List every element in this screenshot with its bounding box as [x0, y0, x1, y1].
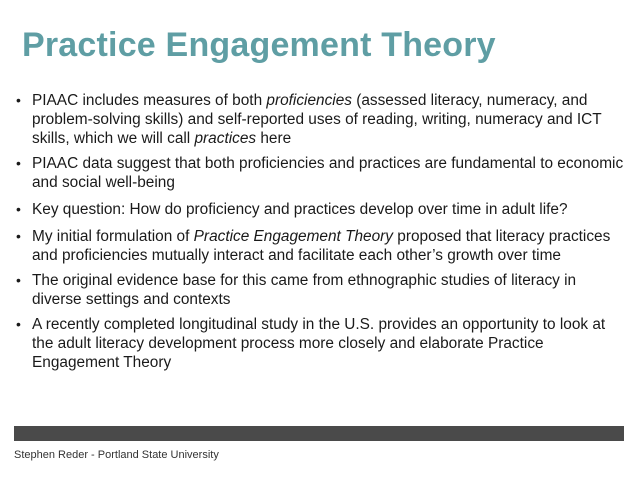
bullet-list [14, 91, 624, 378]
footer-credit: Stephen Reder - Portland State University [14, 449, 219, 461]
bullet-emphasis: Practice Engagement Theory [193, 228, 393, 245]
bullet-marker: • [16, 201, 21, 217]
bullet-item [14, 91, 624, 148]
bullet-text: proposed that literacy practices and proficiencies mutually interact and facilitate each other’s growth over time [32, 228, 611, 264]
bullet-text: A recently completed longitudinal study in the U.S. provides an opportunity to look at the adult literacy development process more closely and elaborate Practice Engagement Theory [32, 316, 606, 371]
bullet-text: here [256, 130, 292, 147]
bullet-marker: • [16, 316, 21, 332]
bullet-item [14, 227, 624, 265]
bullet-text: Key question: How do proficiency and practices develop over time in adult life? [32, 201, 568, 218]
bullet-marker: • [16, 92, 21, 108]
bullet-marker: • [16, 272, 21, 288]
bullet-item [14, 315, 624, 372]
bullet-text: The original evidence base for this came from ethnographic studies of literacy in diverse settings and contexts [32, 272, 577, 308]
bullet-item [14, 200, 624, 219]
bullet-marker: • [16, 155, 21, 171]
bullet-text: My initial formulation of [32, 228, 194, 245]
footer-bar [14, 426, 624, 441]
bullet-text: PIAAC includes measures of both [32, 92, 267, 109]
bullet-item [14, 154, 624, 192]
bullet-emphasis: proficiencies [266, 92, 352, 109]
slide-title: Practice Engagement Theory [22, 26, 496, 64]
bullet-emphasis: practices [194, 130, 257, 147]
bullet-marker: • [16, 228, 21, 244]
bullet-item [14, 271, 624, 309]
bullet-text: PIAAC data suggest that both proficiencies and practices are fundamental to economic and social well-being [32, 155, 624, 191]
bullet-text: (assessed literacy, numeracy, and problem-solving skills) and self-reported uses of reading, writing, numeracy and ICT skills, which we will call [32, 92, 602, 147]
